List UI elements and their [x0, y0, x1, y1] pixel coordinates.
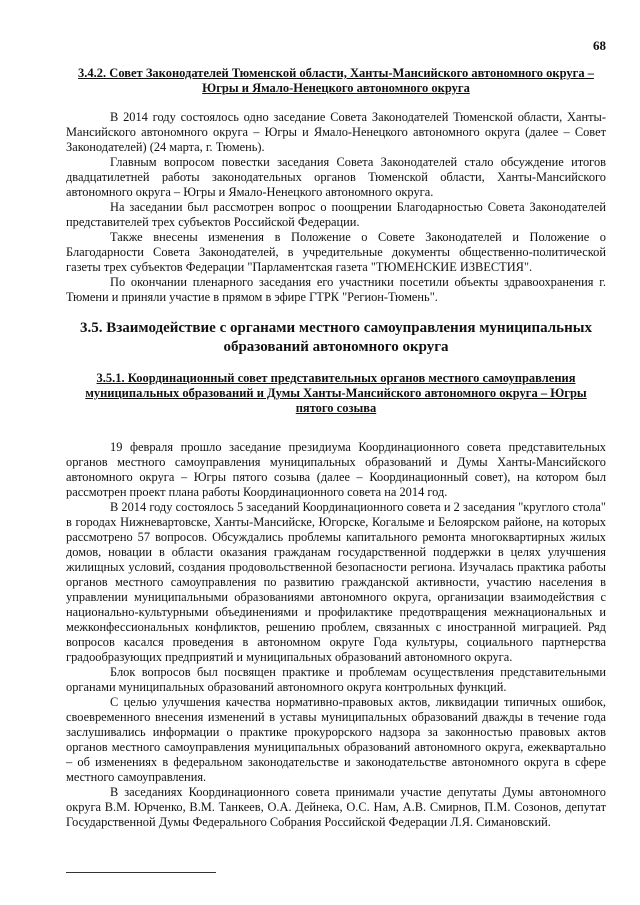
spacer	[66, 430, 606, 440]
heading-section-3-5: 3.5. Взаимодействие с органами местного самоуправления муниципальных образований автономного округа	[80, 320, 592, 355]
paragraph: С целью улучшения качества нормативно-правовых актов, ликвидации типичных ошибок, своевременного внесения изменений в уставы муниципальных образований дважды в течение года заслушивались информации о практике прокурорского надзора за законностью правовых актов органов местного самоуправления муниципальных образований автономного округа, ежеквартально – об изменениях в федеральном законодательстве и законодательстве автономного округа в сфере местного самоуправления.	[66, 695, 606, 784]
paragraph: В заседаниях Координационного совета принимали участие депутаты Думы автономного округа В.М. Юрченко, В.М. Танкеев, О.А. Дейнека, О.С. Нам, А.В. Смирнов, П.М. Созонов, депутат Государственной Думы Федерального Собрания Российской Федерации Л.Я. Симановский.	[66, 785, 606, 829]
paragraph: По окончании пленарного заседания его участники посетили объекты здравоохранения г. Тюмени и приняли участие в прямом в эфире ГТРК "Регион-Тюмень".	[66, 275, 606, 304]
paragraph: В 2014 году состоялось 5 заседаний Координационного совета и 2 заседания "круглого стола" в городах Нижневартовске, Ханты-Мансийске, Югорске, Когалыме и Белоярском районе, на которых рассмотрено 57 вопросов. Обсуждались проблемы капитального ремонта многоквартирных жилых домов, новации в области оказания гражданам государственной поддержки в целях улучшения жилищных условий, создания продовольственной безопасности региона. Изучалась практика работы органов местного самоуправления по развитию гражданской активности, участию населения в управлении муниципальными образованиями автономного округа, организации взаимодействия с национально-культурными объединениями и профилактике предотвращения межнациональных и межконфессиональных конфликтов, решению проблем, связанных с иностранной миграцией. Ряд вопросов касался проведения в автономном округе Года культуры, социального партнерства градообразующих предприятий и муниципальных образований автономного округа.	[66, 500, 606, 664]
heading-section-3-4-2: 3.4.2. Совет Законодателей Тюменской области, Ханты-Мансийского автономного округа – Югры и Ямало-Ненецкого автономного округа	[78, 66, 594, 95]
page-number: 68	[593, 38, 606, 53]
paragraph: Главным вопросом повестки заседания Совета Законодателей стало обсуждение итогов двадцатилетней работы законодательных органов Тюменской области, Ханты-Мансийского автономного округа – Югры и Ямало-Ненецкого автономного округа.	[66, 155, 606, 199]
paragraph: 19 февраля прошло заседание президиума Координационного совета представительных органов местного самоуправления муниципальных образований и Думы Ханты-Мансийского автономного округа – Югры пятого созыва (далее – Координационный совет), на котором был рассмотрен проект плана работы Координационного совета на 2014 год.	[66, 440, 606, 499]
paragraph: Блок вопросов был посвящен практике и проблемам осуществления представительными органами муниципальных образований автономного округа контрольных функций.	[66, 665, 606, 694]
heading-section-3-5-1: 3.5.1. Координационный совет представительных органов местного самоуправления муниципальных образований и Думы Ханты-Мансийского автономного округа – Югры пятого созыва	[85, 371, 587, 415]
paragraph: В 2014 году состоялось одно заседание Совета Законодателей Тюменской области, Ханты-Мансийского автономного округа – Югры и Ямало-Ненецкого автономного округа (далее – Совет Законодателей) (24 марта, г. Тюмень).	[66, 110, 606, 154]
page-content	[66, 66, 606, 830]
paragraph: Также внесены изменения в Положение о Совете Законодателей и Положение о Благодарности Совета Законодателей, в учредительные документы общественно-политической газеты трех субъектов Федерации "Парламентская газета "ТЮМЕНСКИЕ ИЗВЕСТИЯ".	[66, 230, 606, 274]
paragraph: На заседании был рассмотрен вопрос о поощрении Благодарностью Совета Законодателей представителей трех субъектов Российской Федерации.	[66, 200, 606, 229]
footer-divider	[66, 872, 216, 873]
